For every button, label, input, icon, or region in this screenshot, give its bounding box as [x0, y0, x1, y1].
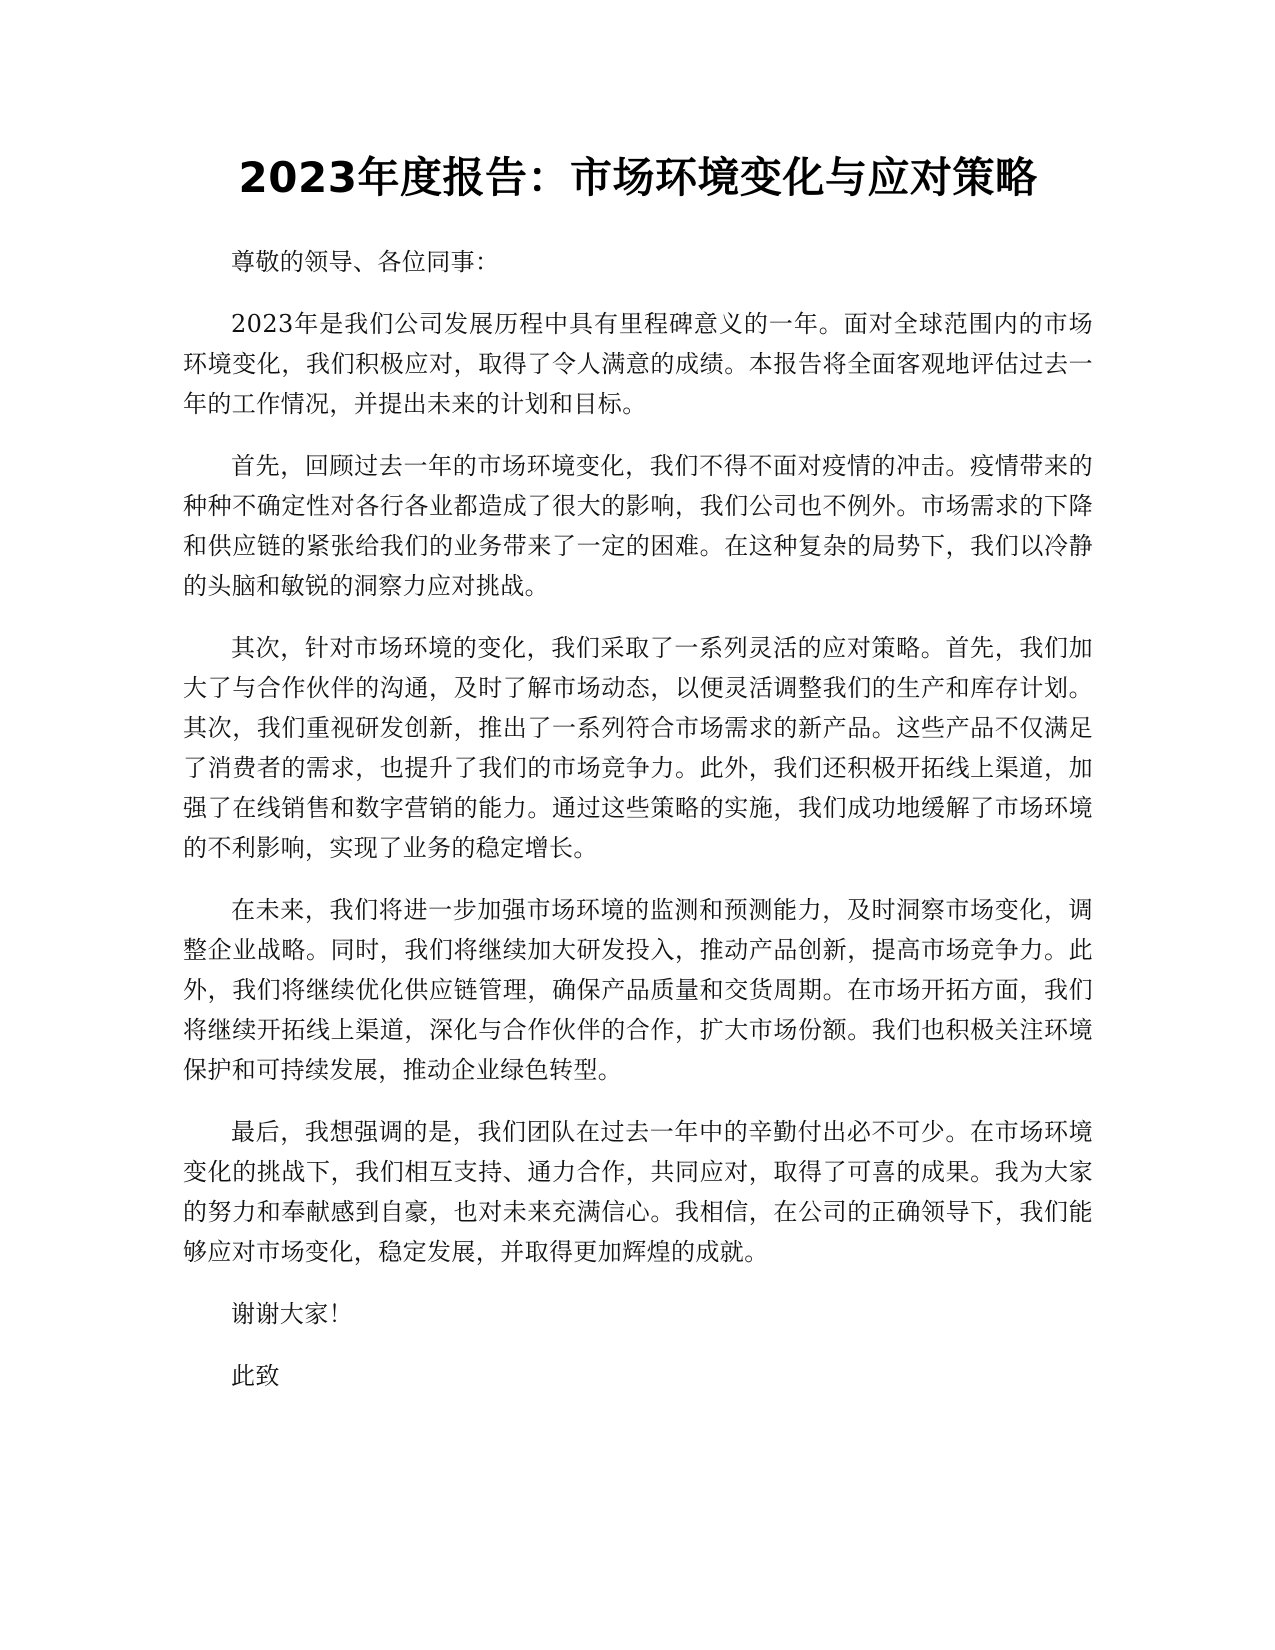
paragraph-future: 在未来，我们将进一步加强市场环境的监测和预测能力，及时洞察市场变化，调整企业战略。同时，我们将继续加大研发投入，推动产品创新，提高市场竞争力。此外，我们将继续优化供应链管理，确保产品质量和交货周期。在市场开拓方面，我们将继续开拓线上渠道，深化与合作伙伴的合作，扩大市场份额。我们也积极关注环境保护和可持续发展，推动企业绿色转型。: [183, 896, 1093, 1084]
thanks-line: 谢谢大家！: [231, 1300, 353, 1328]
paragraph-review: 首先，回顾过去一年的市场环境变化，我们不得不面对疫情的冲击。疫情带来的种种不确定性对各行各业都造成了很大的影响，我们公司也不例外。市场需求的下降和供应链的紧张给我们的业务带来了一定的困难。在这种复杂的局势下，我们以冷静的头脑和敏锐的洞察力应对挑战。: [183, 452, 1093, 600]
paragraph-intro: 2023年是我们公司发展历程中具有里程碑意义的一年。面对全球范围内的市场环境变化，我们积极应对，取得了令人满意的成绩。本报告将全面客观地评估过去一年的工作情况，并提出未来的计划和目标。: [183, 310, 1093, 418]
document-page: [183, 148, 1093, 1418]
paragraph-conclusion: 最后，我想强调的是，我们团队在过去一年中的辛勤付出必不可少。在市场环境变化的挑战下，我们相互支持、通力合作，共同应对，取得了可喜的成果。我为大家的努力和奉献感到自豪，也对未来充满信心。我相信，在公司的正确领导下，我们能够应对市场变化，稳定发展，并取得更加辉煌的成就。: [183, 1118, 1093, 1266]
paragraph-strategies: 其次，针对市场环境的变化，我们采取了一系列灵活的应对策略。首先，我们加大了与合作伙伴的沟通，及时了解市场动态，以便灵活调整我们的生产和库存计划。其次，我们重视研发创新，推出了一系列符合市场需求的新产品。这些产品不仅满足了消费者的需求，也提升了我们的市场竞争力。此外，我们还积极开拓线上渠道，加强了在线销售和数字营销的能力。通过这些策略的实施，我们成功地缓解了市场环境的不利影响，实现了业务的稳定增长。: [183, 634, 1093, 862]
document-title: 2023年度报告：市场环境变化与应对策略: [238, 153, 1038, 202]
salutation: 尊敬的领导、各位同事：: [231, 248, 500, 276]
closing-line: 此致: [231, 1362, 280, 1390]
